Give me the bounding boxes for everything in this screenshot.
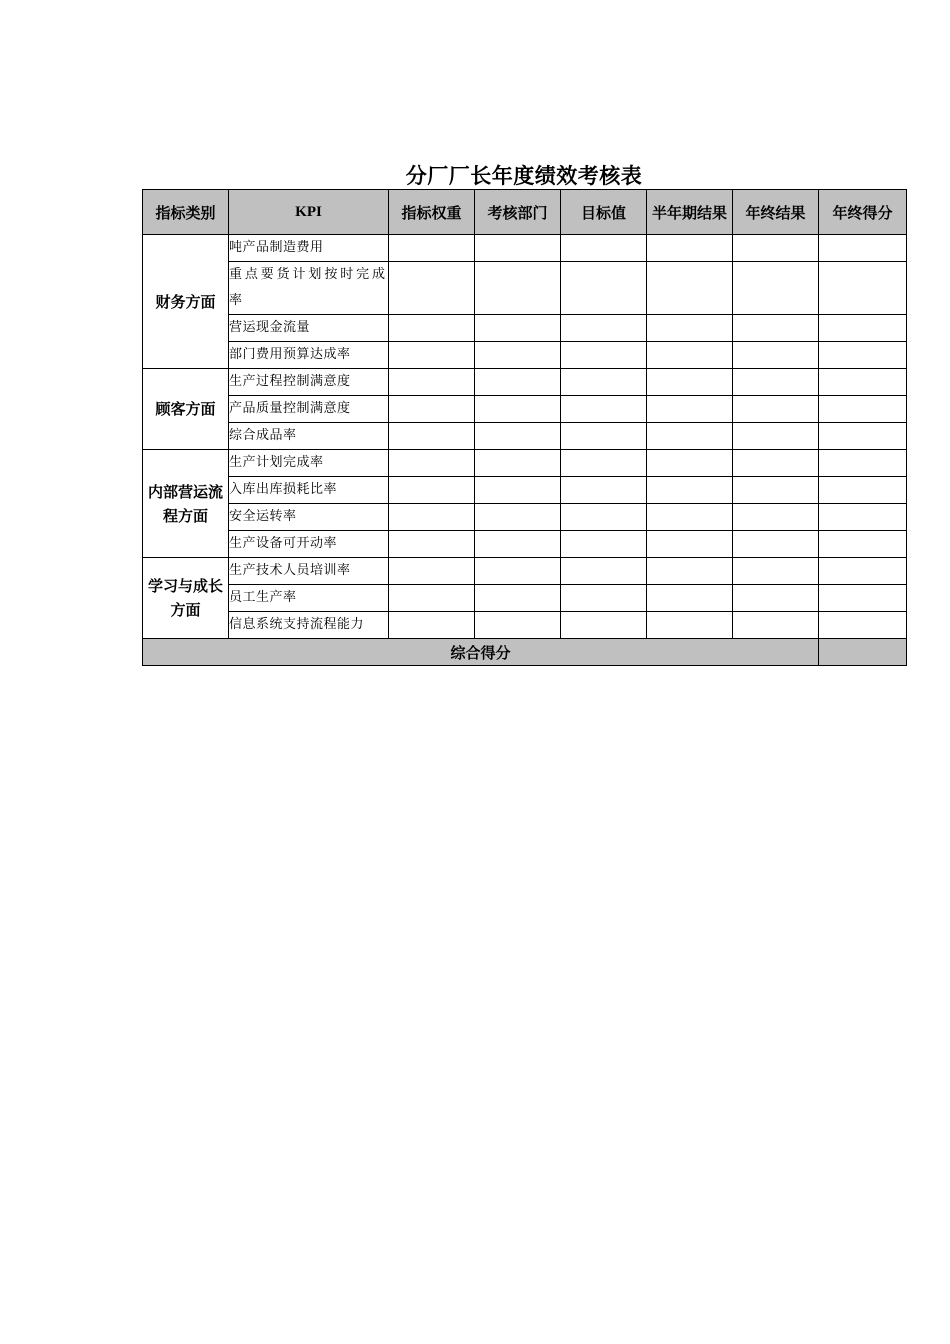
department-cell[interactable] (475, 531, 561, 558)
weight-cell[interactable] (389, 450, 475, 477)
year-score-cell[interactable] (819, 262, 907, 315)
category-cell-finance: 财务方面 (143, 235, 229, 369)
page-title: 分厂厂长年度绩效考核表 (405, 163, 643, 188)
category-cell-customer: 顾客方面 (143, 369, 229, 450)
year-end-cell[interactable] (733, 396, 819, 423)
table-row (143, 450, 907, 477)
half-year-cell[interactable] (647, 477, 733, 504)
target-cell[interactable] (561, 450, 647, 477)
half-year-cell[interactable] (647, 342, 733, 369)
total-score-cell[interactable] (819, 639, 907, 666)
year-end-cell[interactable] (733, 585, 819, 612)
weight-cell[interactable] (389, 558, 475, 585)
year-score-cell[interactable] (819, 342, 907, 369)
weight-cell[interactable] (389, 235, 475, 262)
department-cell[interactable] (475, 450, 561, 477)
half-year-cell[interactable] (647, 396, 733, 423)
weight-cell[interactable] (389, 477, 475, 504)
department-cell[interactable] (475, 504, 561, 531)
table-row (143, 612, 907, 639)
half-year-cell[interactable] (647, 504, 733, 531)
year-end-cell[interactable] (733, 531, 819, 558)
kpi-name: 营运现金流量 (229, 315, 389, 342)
department-cell[interactable] (475, 477, 561, 504)
header-row (143, 190, 907, 235)
year-end-cell[interactable] (733, 342, 819, 369)
target-cell[interactable] (561, 477, 647, 504)
year-end-cell[interactable] (733, 235, 819, 262)
year-score-cell[interactable] (819, 531, 907, 558)
weight-cell[interactable] (389, 342, 475, 369)
table-row (143, 262, 907, 315)
header-year-score: 年终得分 (819, 190, 907, 235)
half-year-cell[interactable] (647, 450, 733, 477)
kpi-name: 员工生产率 (229, 585, 389, 612)
year-score-cell[interactable] (819, 558, 907, 585)
target-cell[interactable] (561, 315, 647, 342)
table-row (143, 477, 907, 504)
target-cell[interactable] (561, 396, 647, 423)
half-year-cell[interactable] (647, 585, 733, 612)
category-cell-learning: 学习与成长方面 (143, 558, 229, 639)
weight-cell[interactable] (389, 423, 475, 450)
header-half-year: 半年期结果 (647, 190, 733, 235)
kpi-name: 生产计划完成率 (229, 450, 389, 477)
year-score-cell[interactable] (819, 585, 907, 612)
weight-cell[interactable] (389, 262, 475, 315)
target-cell[interactable] (561, 369, 647, 396)
table-row (143, 423, 907, 450)
kpi-name: 信息系统支持流程能力 (229, 612, 389, 639)
target-cell[interactable] (561, 504, 647, 531)
table-row (143, 396, 907, 423)
department-cell[interactable] (475, 396, 561, 423)
kpi-name: 部门费用预算达成率 (229, 342, 389, 369)
year-score-cell[interactable] (819, 612, 907, 639)
department-cell[interactable] (475, 262, 561, 315)
half-year-cell[interactable] (647, 612, 733, 639)
table-row (143, 369, 907, 396)
year-end-cell[interactable] (733, 369, 819, 396)
target-cell[interactable] (561, 235, 647, 262)
half-year-cell[interactable] (647, 531, 733, 558)
kpi-table (142, 189, 907, 666)
half-year-cell[interactable] (647, 235, 733, 262)
table-row (143, 531, 907, 558)
weight-cell[interactable] (389, 504, 475, 531)
target-cell[interactable] (561, 423, 647, 450)
weight-cell[interactable] (389, 612, 475, 639)
department-cell[interactable] (475, 235, 561, 262)
weight-cell[interactable] (389, 369, 475, 396)
table-row (143, 585, 907, 612)
year-end-cell[interactable] (733, 315, 819, 342)
year-score-cell[interactable] (819, 315, 907, 342)
department-cell[interactable] (475, 558, 561, 585)
target-cell[interactable] (561, 558, 647, 585)
weight-cell[interactable] (389, 585, 475, 612)
kpi-name: 生产过程控制满意度 (229, 369, 389, 396)
category-cell-internal: 内部营运流程方面 (143, 450, 229, 558)
total-row (143, 639, 907, 666)
department-cell[interactable] (475, 585, 561, 612)
year-score-cell[interactable] (819, 396, 907, 423)
year-score-cell[interactable] (819, 450, 907, 477)
table-row (143, 342, 907, 369)
half-year-cell[interactable] (647, 558, 733, 585)
target-cell[interactable] (561, 342, 647, 369)
year-end-cell[interactable] (733, 477, 819, 504)
target-cell[interactable] (561, 262, 647, 315)
year-end-cell[interactable] (733, 262, 819, 315)
target-cell[interactable] (561, 585, 647, 612)
table-row (143, 504, 907, 531)
half-year-cell[interactable] (647, 262, 733, 315)
year-score-cell[interactable] (819, 504, 907, 531)
kpi-name: 综合成品率 (229, 423, 389, 450)
year-score-cell[interactable] (819, 423, 907, 450)
kpi-name: 重点要货计划按时完成率 (229, 262, 389, 315)
header-department: 考核部门 (475, 190, 561, 235)
department-cell[interactable] (475, 342, 561, 369)
header-kpi: KPI (229, 190, 389, 235)
kpi-name: 安全运转率 (229, 504, 389, 531)
header-year-end: 年终结果 (733, 190, 819, 235)
table-row (143, 558, 907, 585)
half-year-cell[interactable] (647, 315, 733, 342)
year-score-cell[interactable] (819, 235, 907, 262)
target-cell[interactable] (561, 531, 647, 558)
department-cell[interactable] (475, 369, 561, 396)
table-row (143, 315, 907, 342)
year-end-cell[interactable] (733, 558, 819, 585)
year-end-cell[interactable] (733, 612, 819, 639)
half-year-cell[interactable] (647, 423, 733, 450)
weight-cell[interactable] (389, 531, 475, 558)
kpi-name: 生产设备可开动率 (229, 531, 389, 558)
year-score-cell[interactable] (819, 369, 907, 396)
target-cell[interactable] (561, 612, 647, 639)
kpi-name: 吨产品制造费用 (229, 235, 389, 262)
header-target: 目标值 (561, 190, 647, 235)
weight-cell[interactable] (389, 396, 475, 423)
header-category: 指标类别 (143, 190, 229, 235)
weight-cell[interactable] (389, 315, 475, 342)
header-weight: 指标权重 (389, 190, 475, 235)
kpi-name: 入库出库损耗比率 (229, 477, 389, 504)
total-label: 综合得分 (143, 639, 819, 666)
department-cell[interactable] (475, 315, 561, 342)
table-row (143, 235, 907, 262)
year-end-cell[interactable] (733, 450, 819, 477)
kpi-name: 产品质量控制满意度 (229, 396, 389, 423)
department-cell[interactable] (475, 612, 561, 639)
half-year-cell[interactable] (647, 369, 733, 396)
department-cell[interactable] (475, 423, 561, 450)
year-score-cell[interactable] (819, 477, 907, 504)
year-end-cell[interactable] (733, 504, 819, 531)
kpi-name: 生产技术人员培训率 (229, 558, 389, 585)
year-end-cell[interactable] (733, 423, 819, 450)
